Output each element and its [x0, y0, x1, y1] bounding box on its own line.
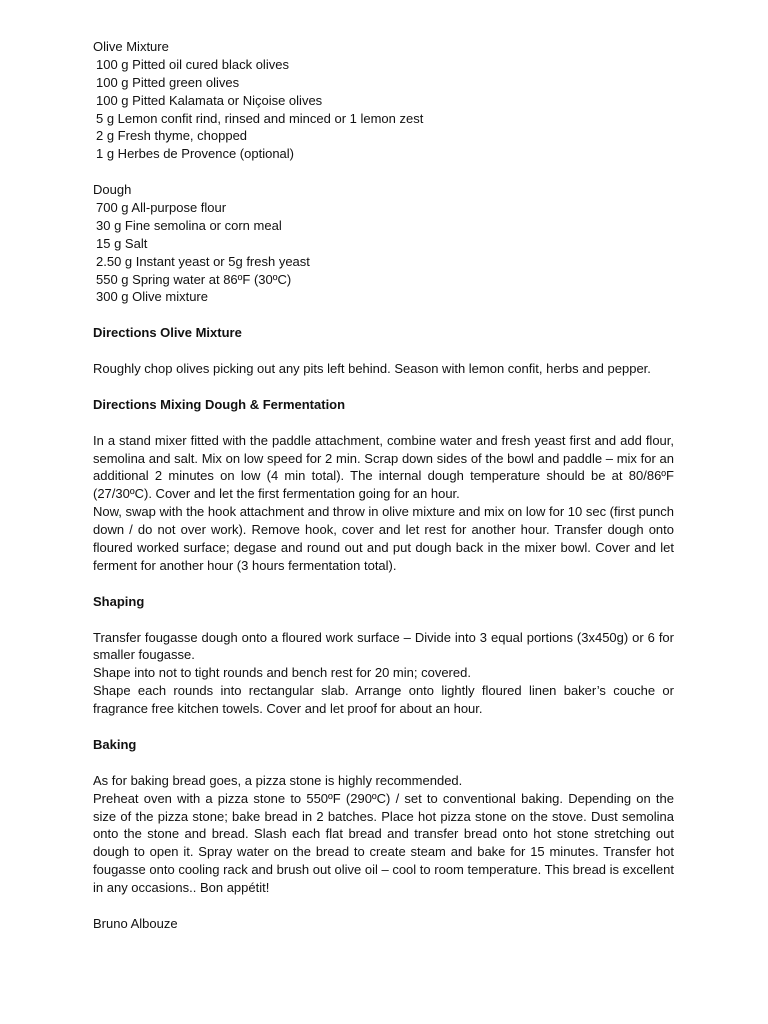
recipe-document [93, 38, 674, 933]
shaping-heading: Shaping [93, 593, 145, 609]
olive-mixture-item: 1 g Herbes de Provence (optional) [96, 146, 295, 162]
directions-dough-paragraph: In a stand mixer fitted with the paddle attachment, combine water and fresh yeast first and add flour, semolina and salt. Mix on low speed for 2 min. Scrap down sides of the bowl and paddle – mix for an additional 2 minutes on low (4 min total). The internal dough temperature should be at 80/86ºF (27/30ºC). Cover and let the first fermentation going for an hour. [93, 432, 674, 502]
shaping-paragraph: Transfer fougasse dough onto a floured work surface – Divide into 3 equal portions (3x450g) or 6 for smaller fougasse. [93, 629, 674, 663]
baking-heading: Baking [93, 736, 137, 752]
spacer [93, 611, 674, 629]
baking-paragraph: Preheat oven with a pizza stone to 550ºF (290ºC) / set to conventional baking. Depending on the size of the pizza stone; bake bread in 2 batches. Place hot pizza stone on the stove. Dust semolina onto the stone and bread. Slash each flat bread and transfer bread onto hot stone stretching out dough to open it. Spray water on the bread to create steam and bake for 15 minutes. Transfer hot fougasse onto cooling rack and brush out olive oil – cool to room temperature. This bread is excellent in any occasions.. Bon appétit! [93, 790, 674, 896]
dough-item: 700 g All-purpose flour [96, 200, 227, 216]
spacer [93, 378, 674, 396]
olive-mixture-item: 5 g Lemon confit rind, rinsed and minced or 1 lemon zest [96, 110, 424, 126]
spacer [93, 342, 674, 360]
olive-mixture-item: 100 g Pitted Kalamata or Niçoise olives [96, 92, 323, 108]
directions-olive-paragraph: Roughly chop olives picking out any pits left behind. Season with lemon confit, herbs and pepper. [93, 361, 651, 377]
spacer [93, 575, 674, 593]
directions-dough-paragraph: Now, swap with the hook attachment and throw in olive mixture and mix on low for 10 sec (first punch down / do not over work). Remove hook, cover and let rest for another hour. Transfer dough onto floured worked surface; degase and round out and put dough back in the mixer bowl. Cover and let ferment for another hour (3 hours fermentation total). [93, 504, 674, 573]
dough-item: 30 g Fine semolina or corn meal [96, 217, 282, 233]
olive-mixture-title: Olive Mixture [93, 39, 169, 54]
author-signature: Bruno Albouze [93, 915, 178, 931]
spacer [93, 414, 674, 432]
baking-paragraph: As for baking bread goes, a pizza stone is highly recommended. [93, 772, 463, 788]
dough-item: 550 g Spring water at 86ºF (30ºC) [96, 271, 292, 287]
dough-item: 300 g Olive mixture [96, 289, 208, 305]
olive-mixture-item: 100 g Pitted green olives [96, 74, 240, 90]
dough-title: Dough [93, 182, 132, 198]
spacer [93, 754, 674, 772]
directions-olive-heading: Directions Olive Mixture [93, 325, 242, 341]
shaping-paragraph: Shape into not to tight rounds and bench rest for 20 min; covered. [93, 665, 471, 681]
spacer [93, 163, 674, 181]
spacer [93, 897, 674, 915]
spacer [93, 306, 674, 324]
spacer [93, 718, 674, 736]
shaping-paragraph: Shape each rounds into rectangular slab. Arrange onto lightly floured linen baker’s couche or fragrance free kitchen towels. Cover and let proof for about an hour. [93, 683, 674, 717]
olive-mixture-item: 100 g Pitted oil cured black olives [96, 56, 289, 72]
directions-dough-heading: Directions Mixing Dough & Fermentation [93, 396, 346, 412]
dough-item: 2.50 g Instant yeast or 5g fresh yeast [96, 253, 310, 269]
dough-item: 15 g Salt [96, 235, 148, 251]
olive-mixture-item: 2 g Fresh thyme, chopped [96, 128, 248, 144]
